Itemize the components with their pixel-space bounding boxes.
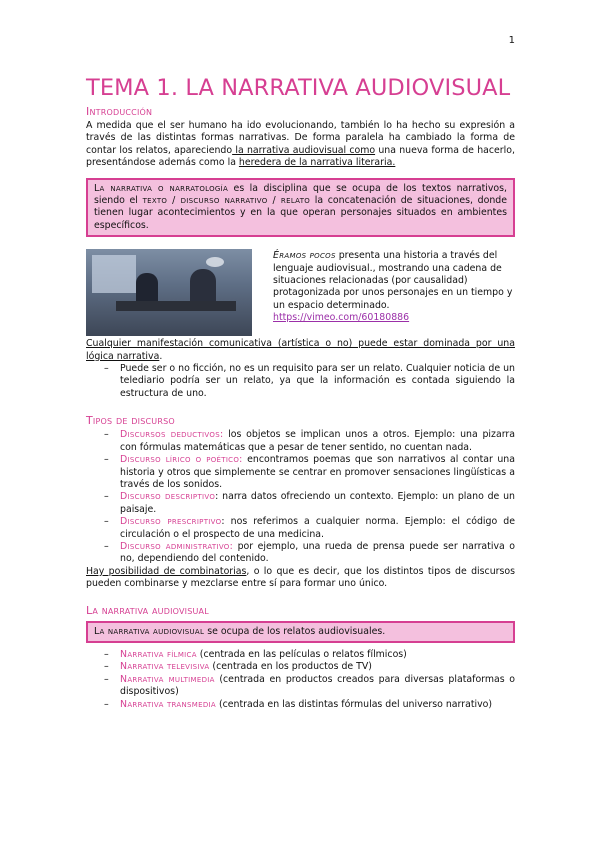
type-text: los objetos se implican unos a otros. Ejemplo: una pizarra con fórmulas matemáticas que a pesar de tener sentido, no cuentan nada. bbox=[120, 429, 515, 453]
bullet-dash: – bbox=[104, 363, 109, 375]
bullet-dash: – bbox=[104, 648, 109, 660]
list-item-text: Puede ser o no ficción, no es un requisito para ser un relato. Cualquier noticia de un telediario podría ser un relato, ya que la información es contada siguiendo la estructura de uno. bbox=[120, 363, 515, 399]
combinatorias-paragraph bbox=[86, 566, 515, 591]
media-caption bbox=[273, 249, 515, 336]
media-description: presenta una historia a través del lenguaje audiovisual., mostrando una cadena de situaciones relacionadas (por causalidad) protagonizada por unos personajes en un tiempo y un espacio determinado. bbox=[273, 250, 513, 311]
combinatorias-text: , o lo que es decir, que los distintos tipos de discursos pueden combinarse y mezclarse entre sí para formar uno único. bbox=[86, 565, 515, 590]
intro-text-heredera: heredera de la narrativa literaria. bbox=[238, 157, 396, 169]
type-term: Discurso descriptivo bbox=[120, 491, 216, 503]
type-term: Discurso lírico o poético: bbox=[120, 454, 243, 466]
bullet-dash: – bbox=[104, 698, 109, 710]
list-item bbox=[86, 429, 515, 454]
list-item bbox=[86, 661, 515, 673]
definition-text-2: la concatenación de situaciones, donde tienen lugar acontecimientos y en la que operan personajes situados en ambientes específicos. bbox=[94, 195, 507, 231]
bullet-dash: – bbox=[104, 673, 109, 685]
type-term: Discurso prescriptivo bbox=[120, 516, 222, 528]
page-number: 1 bbox=[508, 35, 515, 46]
audiovisual-list bbox=[86, 649, 515, 711]
type-text: por ejemplo, una rueda de prensa puede ser narrativa o no, dependiendo del contenido. bbox=[120, 540, 515, 565]
narrative-text: (centrada en las películas o relatos fílmicos) bbox=[196, 648, 407, 660]
page-title: TEMA 1. LA NARRATIVA AUDIOVISUAL bbox=[86, 75, 511, 101]
manifestation-paragraph bbox=[86, 338, 515, 363]
manifestation-sentence: Cualquier manifestación comunicativa (artística o no) puede estar dominada por una lógica narrativa bbox=[86, 338, 515, 362]
media-block bbox=[86, 249, 515, 336]
type-term: Discursos deductivos: bbox=[120, 429, 224, 441]
list-item bbox=[86, 674, 515, 699]
type-text: encontramos poemas que son narrativos al contar una historia y otros que simplemente se centrar en promover sensaciones lingüísticas a través de los sonidos. bbox=[120, 454, 515, 490]
list-item bbox=[86, 649, 515, 661]
audiovisual-term: La narrativa audiovisual bbox=[94, 625, 205, 637]
types-heading: Tipos de discurso bbox=[86, 414, 175, 428]
definition-text-1: es la disciplina que se ocupa de los textos narrativos, siendo el bbox=[94, 182, 507, 207]
intro-text-underlined: la narrativa audiovisual como bbox=[232, 144, 376, 156]
narrative-text: (centrada en productos creados para diversas plataformas o dispositivos) bbox=[120, 673, 515, 698]
manifestation-list bbox=[86, 363, 515, 400]
list-item bbox=[86, 516, 515, 541]
type-text: : nos referimos a cualquier norma. Ejemplo: el código de circulación o el prospecto de una medicina. bbox=[120, 516, 515, 540]
type-text: : narra datos ofreciendo un contexto. Ejemplo: un plano de un paisaje. bbox=[120, 491, 515, 515]
bullet-dash: – bbox=[104, 491, 109, 503]
narrative-term: Narrativa multimedia bbox=[120, 673, 215, 685]
vimeo-link[interactable]: https://vimeo.com/60180886 bbox=[273, 312, 410, 324]
definition-term-2: texto / discurso narrativo / relato bbox=[142, 195, 311, 207]
list-item bbox=[86, 541, 515, 566]
definition-box bbox=[86, 178, 515, 238]
intro-heading: Introducción bbox=[86, 105, 153, 118]
bullet-dash: – bbox=[104, 516, 109, 528]
type-term: Discurso administrativo: bbox=[120, 540, 234, 552]
types-list bbox=[86, 429, 515, 565]
narrative-term: Narrativa televisiva bbox=[120, 661, 210, 673]
audiovisual-box bbox=[86, 621, 515, 643]
audiovisual-text: se ocupa de los relatos audiovisuales. bbox=[204, 625, 386, 637]
bullet-dash: – bbox=[104, 540, 109, 552]
intro-text-1: A medida que el ser humano ha ido evolucionando, también lo ha hecho su expresión a través de las distintas formas narrativas. De forma paralela ha cambiado la forma de contar los relatos, apareciendo bbox=[86, 120, 515, 156]
bullet-dash: – bbox=[104, 661, 109, 673]
manifestation-period: . bbox=[159, 350, 163, 362]
narrative-term: Narrativa transmedia bbox=[120, 698, 216, 710]
combinatorias-term: Hay posibilidad de combinatorias bbox=[86, 565, 247, 577]
list-item bbox=[86, 363, 515, 400]
narrative-text: (centrada en los productos de TV) bbox=[209, 661, 372, 673]
bullet-dash: – bbox=[104, 429, 109, 441]
narrative-text: (centrada en las distintas fórmulas del universo narrativo) bbox=[215, 698, 493, 710]
film-still-image bbox=[86, 249, 252, 336]
bullet-dash: – bbox=[104, 454, 109, 466]
film-title: Éramos pocos bbox=[273, 250, 336, 262]
list-item bbox=[86, 454, 515, 491]
list-item bbox=[86, 699, 515, 711]
audiovisual-heading: La narrativa audiovisual bbox=[86, 603, 209, 617]
intro-paragraph bbox=[86, 120, 515, 170]
document-body bbox=[86, 74, 515, 711]
intro-text-2: una nueva forma de hacerlo, presentándose además como la bbox=[86, 144, 515, 169]
definition-term: La narrativa o narratología bbox=[94, 182, 229, 194]
narrative-term: Narrativa fílmica bbox=[120, 648, 197, 660]
list-item bbox=[86, 491, 515, 516]
